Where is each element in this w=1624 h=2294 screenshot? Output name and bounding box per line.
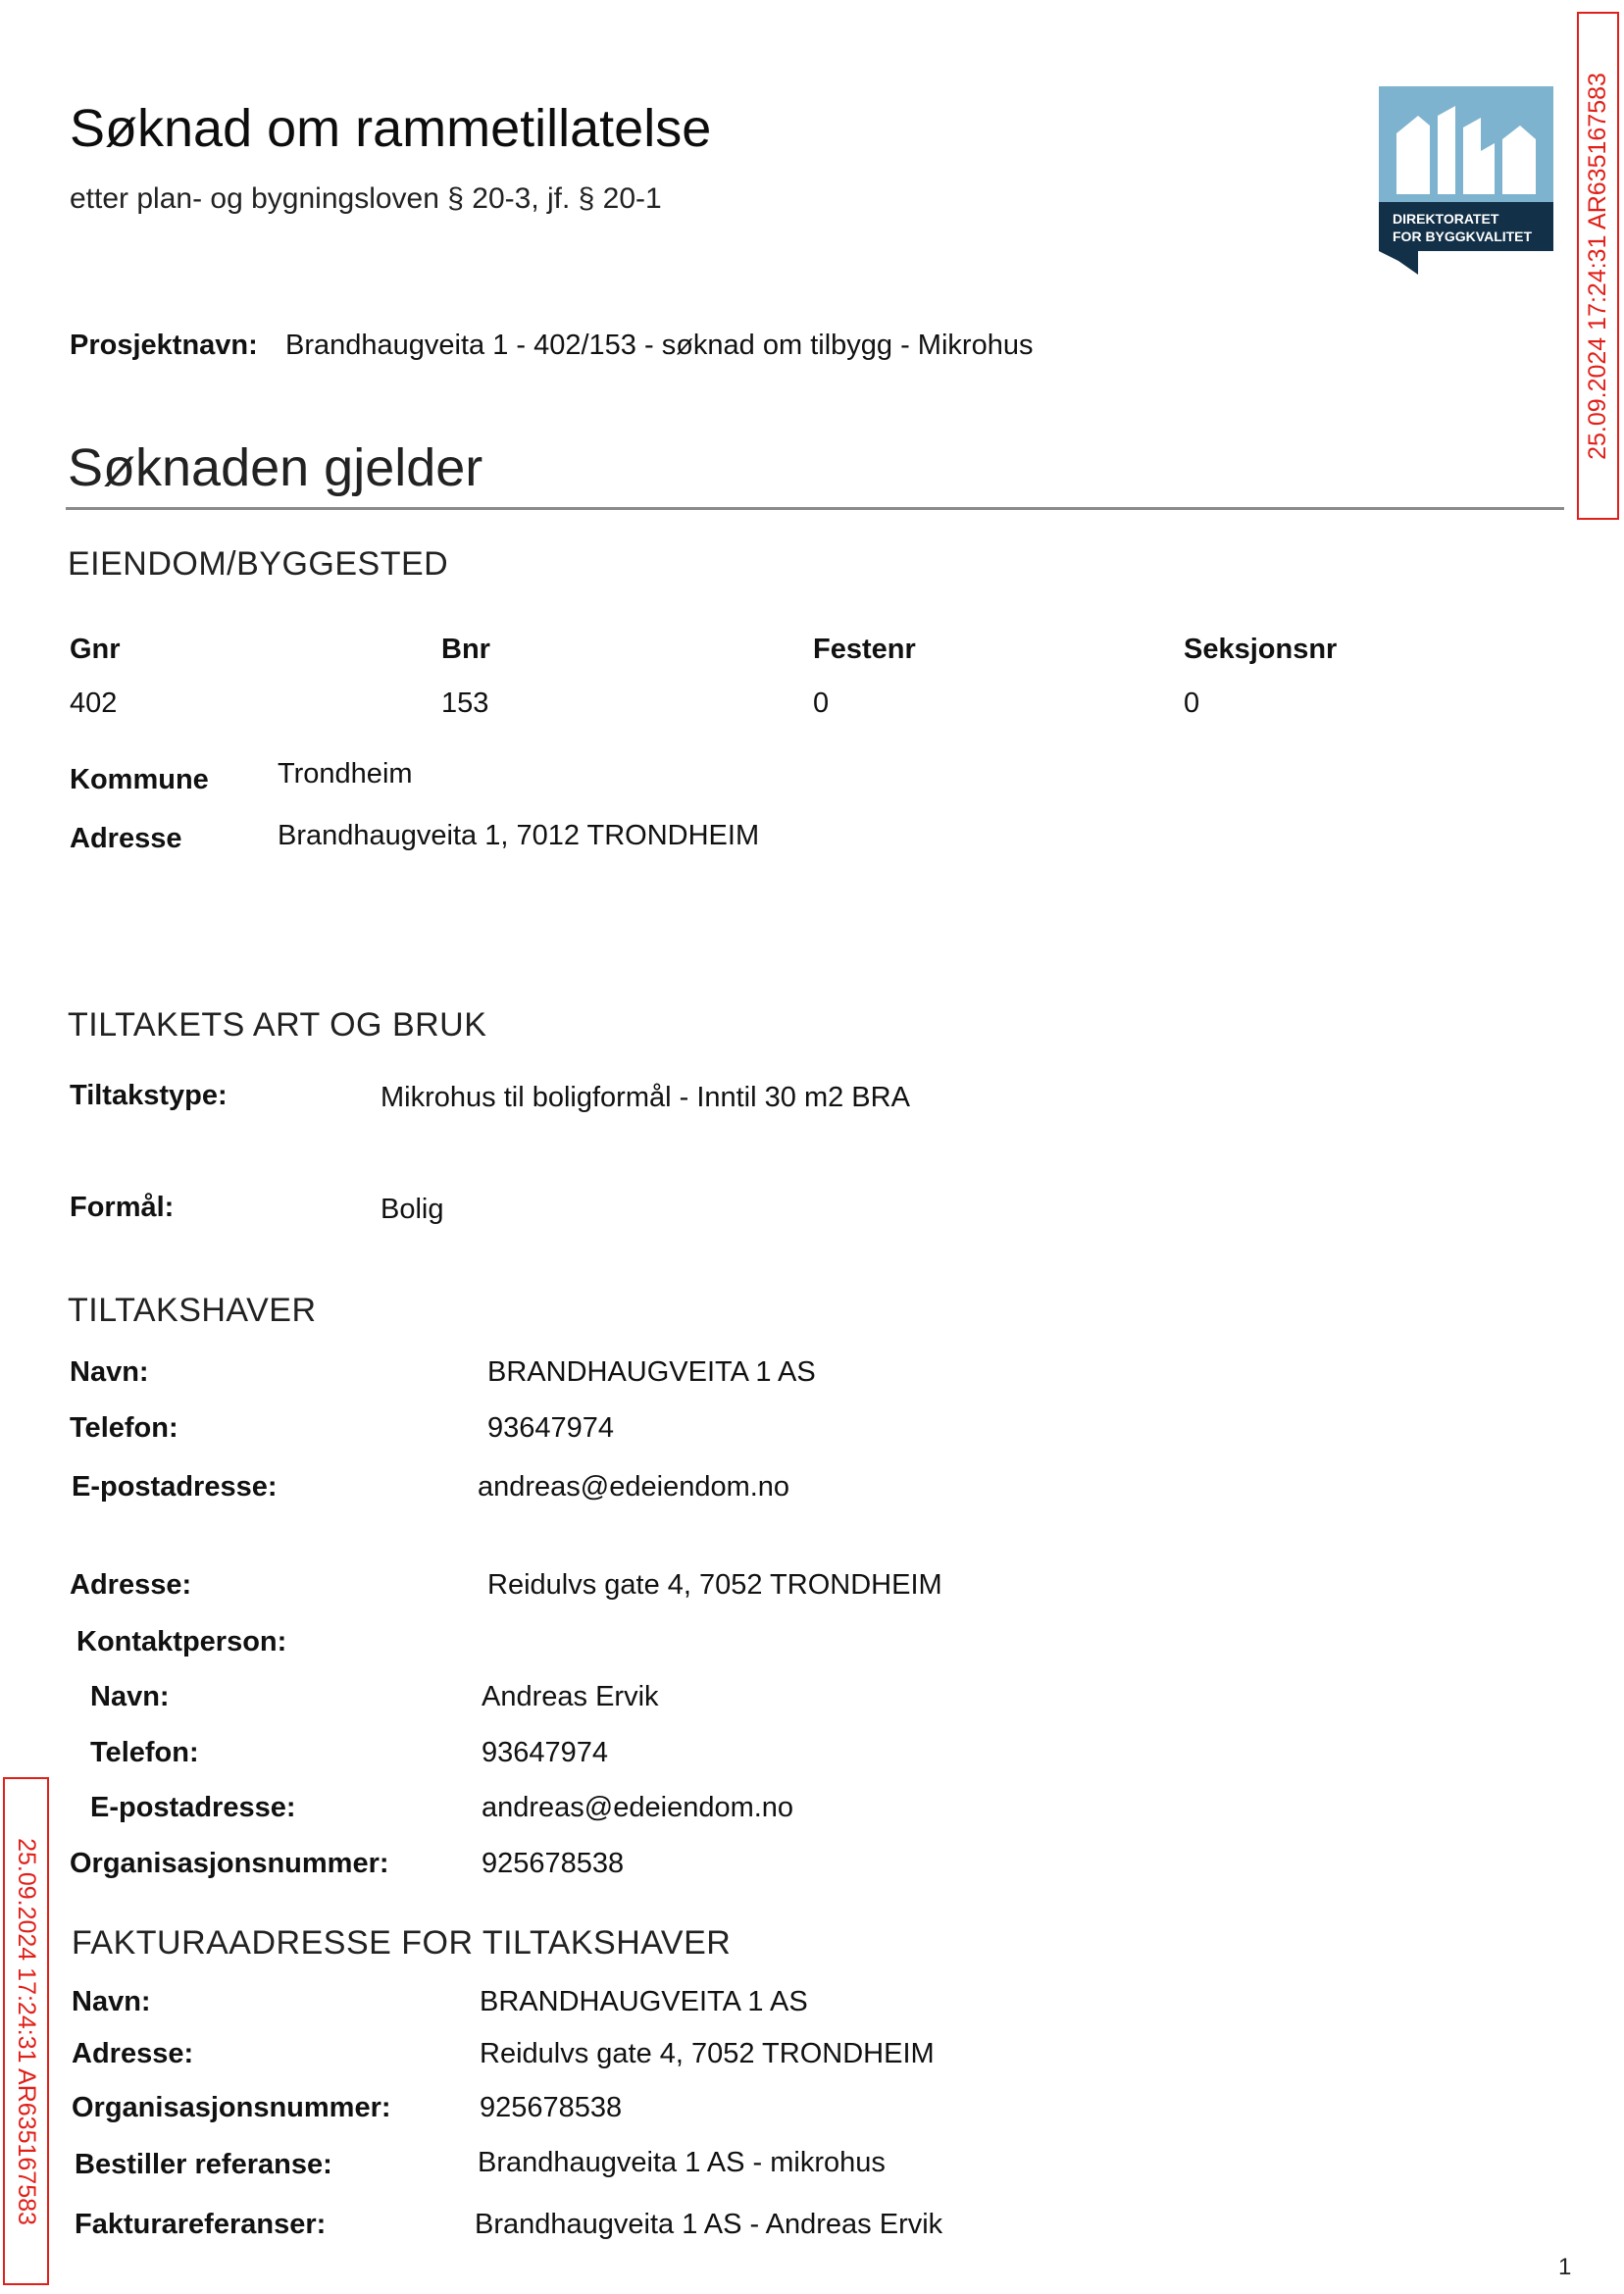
invoice-heading: FAKTURAADRESSE FOR TILTAKSHAVER bbox=[72, 1924, 732, 1962]
contact-email-label: E-postadresse: bbox=[90, 1792, 296, 1823]
invoice-name-value: BRANDHAUGVEITA 1 AS bbox=[480, 1986, 808, 2017]
property-heading: EIENDOM/BYGGESTED bbox=[68, 545, 449, 583]
heading-divider bbox=[66, 507, 1564, 510]
property-address-value: Brandhaugveita 1, 7012 TRONDHEIM bbox=[278, 820, 760, 851]
invoice-org-value: 925678538 bbox=[480, 2092, 623, 2123]
received-stamp-left bbox=[3, 1777, 49, 2285]
owner-address-value: Reidulvs gate 4, 7052 TRONDHEIM bbox=[487, 1569, 942, 1601]
gnr-value: 402 bbox=[70, 688, 118, 719]
owner-email-label: E-postadresse: bbox=[72, 1471, 278, 1503]
owner-name-label: Navn: bbox=[70, 1356, 149, 1388]
festenr-value: 0 bbox=[813, 688, 830, 719]
kommune-label: Kommune bbox=[70, 764, 209, 795]
project-name-label: Prosjektnavn: bbox=[70, 330, 258, 361]
gnr-label: Gnr bbox=[70, 634, 121, 665]
project-name-value: Brandhaugveita 1 - 402/153 - søknad om tilbygg - Mikrohus bbox=[285, 330, 1034, 361]
document-title: Søknad om rammetillatelse bbox=[70, 99, 712, 158]
contact-person-label: Kontaktperson: bbox=[76, 1626, 287, 1657]
invoice-reference-label: Fakturareferanser: bbox=[75, 2209, 327, 2240]
contact-email-value: andreas@edeiendom.no bbox=[482, 1792, 794, 1823]
owner-address-label: Adresse: bbox=[70, 1569, 192, 1601]
seksjonsnr-label: Seksjonsnr bbox=[1184, 634, 1338, 665]
owner-org-label: Organisasjonsnummer: bbox=[70, 1848, 389, 1879]
owner-org-value: 925678538 bbox=[482, 1848, 625, 1879]
festenr-label: Festenr bbox=[813, 634, 916, 665]
dibk-logo bbox=[1379, 86, 1553, 275]
bnr-label: Bnr bbox=[441, 634, 490, 665]
received-stamp-top bbox=[1577, 12, 1619, 520]
section-heading-applies: Søknaden gjelder bbox=[68, 438, 483, 497]
logo-line2: FOR BYGGKVALITET bbox=[1393, 229, 1533, 244]
invoice-address-value: Reidulvs gate 4, 7052 TRONDHEIM bbox=[480, 2038, 935, 2069]
bnr-value: 153 bbox=[441, 688, 489, 719]
seksjonsnr-value: 0 bbox=[1184, 688, 1200, 719]
page-number: 1 bbox=[1558, 2254, 1572, 2280]
contact-phone-label: Telefon: bbox=[90, 1737, 199, 1768]
stamp-text-top: 25.09.2024 17:24:31 AR635167583 bbox=[1584, 72, 1611, 460]
stamp-text-left: 25.09.2024 17:24:31 AR635167583 bbox=[13, 1837, 40, 2225]
owner-phone-value: 93647974 bbox=[487, 1412, 615, 1444]
invoice-reference-value: Brandhaugveita 1 AS - Andreas Ervik bbox=[475, 2209, 943, 2240]
contact-phone-value: 93647974 bbox=[482, 1737, 609, 1768]
purpose-value: Bolig bbox=[381, 1194, 444, 1225]
property-address-label: Adresse bbox=[70, 823, 182, 854]
kommune-value: Trondheim bbox=[278, 758, 413, 790]
dibk-buildings-logo-icon bbox=[1379, 86, 1553, 275]
owner-heading: TILTAKSHAVER bbox=[68, 1292, 317, 1329]
measure-heading: TILTAKETS ART OG BRUK bbox=[68, 1006, 487, 1044]
invoice-address-label: Adresse: bbox=[72, 2038, 194, 2069]
document-subtitle: etter plan- og bygningsloven § 20-3, jf. § 20-1 bbox=[70, 182, 662, 215]
owner-phone-label: Telefon: bbox=[70, 1412, 178, 1444]
invoice-name-label: Navn: bbox=[72, 1986, 151, 2017]
measure-type-value: Mikrohus til boligformål - Inntil 30 m2 BRA bbox=[381, 1082, 910, 1113]
orderer-reference-value: Brandhaugveita 1 AS - mikrohus bbox=[478, 2147, 886, 2178]
purpose-label: Formål: bbox=[70, 1192, 175, 1223]
contact-name-label: Navn: bbox=[90, 1681, 170, 1712]
logo-line1: DIREKTORATET bbox=[1393, 211, 1499, 227]
measure-type-label: Tiltakstype: bbox=[70, 1080, 228, 1111]
invoice-org-label: Organisasjonsnummer: bbox=[72, 2092, 391, 2123]
orderer-reference-label: Bestiller referanse: bbox=[75, 2149, 332, 2180]
owner-name-value: BRANDHAUGVEITA 1 AS bbox=[487, 1356, 816, 1388]
owner-email-value: andreas@edeiendom.no bbox=[478, 1471, 790, 1503]
contact-name-value: Andreas Ervik bbox=[482, 1681, 659, 1712]
